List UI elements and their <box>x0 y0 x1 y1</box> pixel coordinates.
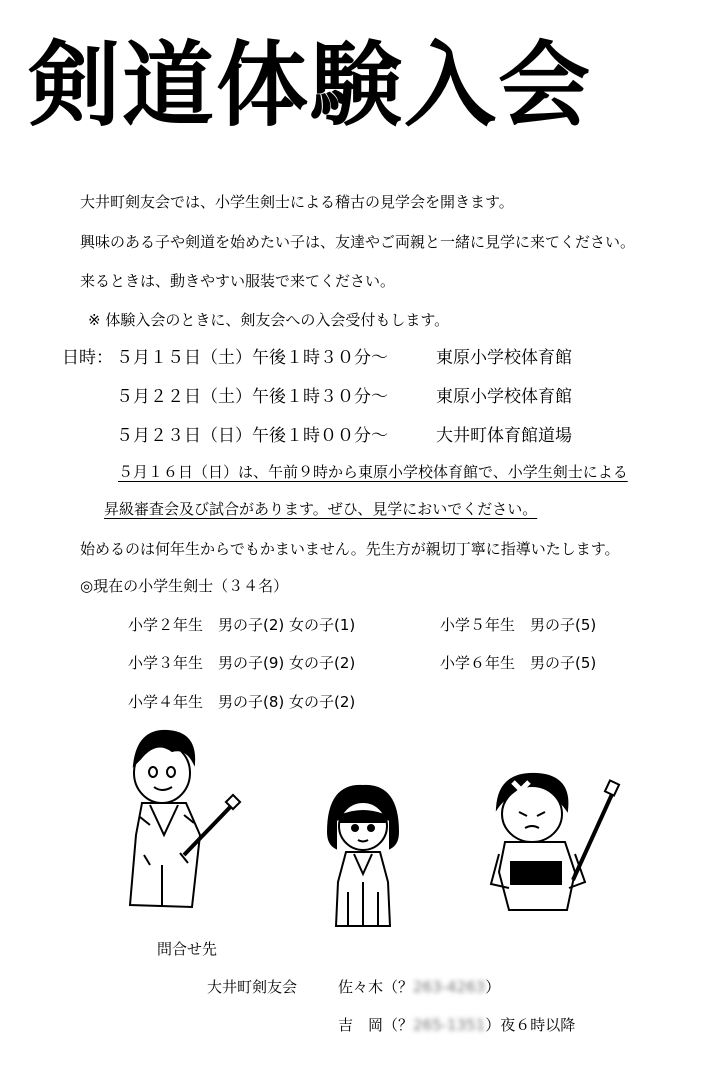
members-right-1: 小学５年生 男の子(5) <box>440 616 597 634</box>
contact-line-1 <box>338 978 500 996</box>
contact-person-1: 佐々木（？ <box>338 978 414 996</box>
contact-phone-2: 265-1351 <box>413 1016 486 1034</box>
schedule-place-2: 東原小学校体育館 <box>436 387 572 407</box>
schedule-date-2: ５月２２日（土）午後１時３０分～ <box>116 387 388 407</box>
notice-line-2: 昇級審査会及び試合があります。ぜひ、見学においでください。 <box>104 500 538 518</box>
schedule-date-1: ５月１５日（土）午後１時３０分～ <box>116 348 388 368</box>
kendo-armor-illustration <box>485 762 625 922</box>
contact-phone-1: 263-4263 <box>413 978 486 996</box>
schedule-label: 日時： <box>62 348 113 368</box>
members-heading: ◎現在の小学生剣士（３４名） <box>80 577 289 595</box>
members-left-3: 小学４年生 男の子(8) 女の子(2) <box>128 693 356 711</box>
intro-line-3: 来るときは、動きやすい服装で来てください。 <box>80 272 396 290</box>
contact-close-2: ）夜６時以降 <box>485 1016 576 1034</box>
members-right-2: 小学６年生 男の子(5) <box>440 654 597 672</box>
contact-close-1: ） <box>485 978 501 996</box>
schedule-place-1: 東原小学校体育館 <box>436 348 572 368</box>
schedule-place-3: 大井町体育館道場 <box>436 426 572 446</box>
contact-label: 問合せ先 <box>157 940 218 958</box>
kendo-boy-illustration <box>120 725 250 930</box>
notice-line-1: ５月１６日（日）は、午前９時から東原小学校体育館で、小学生剣士による <box>118 463 628 481</box>
members-left-1: 小学２年生 男の子(2) 女の子(1) <box>128 616 356 634</box>
intro-line-1: 大井町剣友会では、小学生剣士による稽古の見学会を開きます。 <box>80 193 514 211</box>
members-left-2: 小学３年生 男の子(9) 女の子(2) <box>128 654 356 672</box>
contact-line-2 <box>338 1016 575 1034</box>
intro-line-4: ※ 体験入会のときに、剣友会への入会受付もします。 <box>88 311 450 329</box>
anyone-line: 始めるのは何年生からでもかまいません。先生方が親切丁寧に指導いたします。 <box>80 540 620 558</box>
page-title: 剣道体験入会 <box>28 32 593 139</box>
intro-line-2: 興味のある子や剣道を始めたい子は、友達やご両親と一緒に見学に来てください。 <box>80 233 636 251</box>
contact-person-2: 吉 岡（？ <box>338 1016 414 1034</box>
kendo-girl-illustration <box>318 782 408 932</box>
contact-org: 大井町剣友会 <box>207 978 298 996</box>
schedule-date-3: ５月２３日（日）午後１時００分～ <box>116 426 388 446</box>
